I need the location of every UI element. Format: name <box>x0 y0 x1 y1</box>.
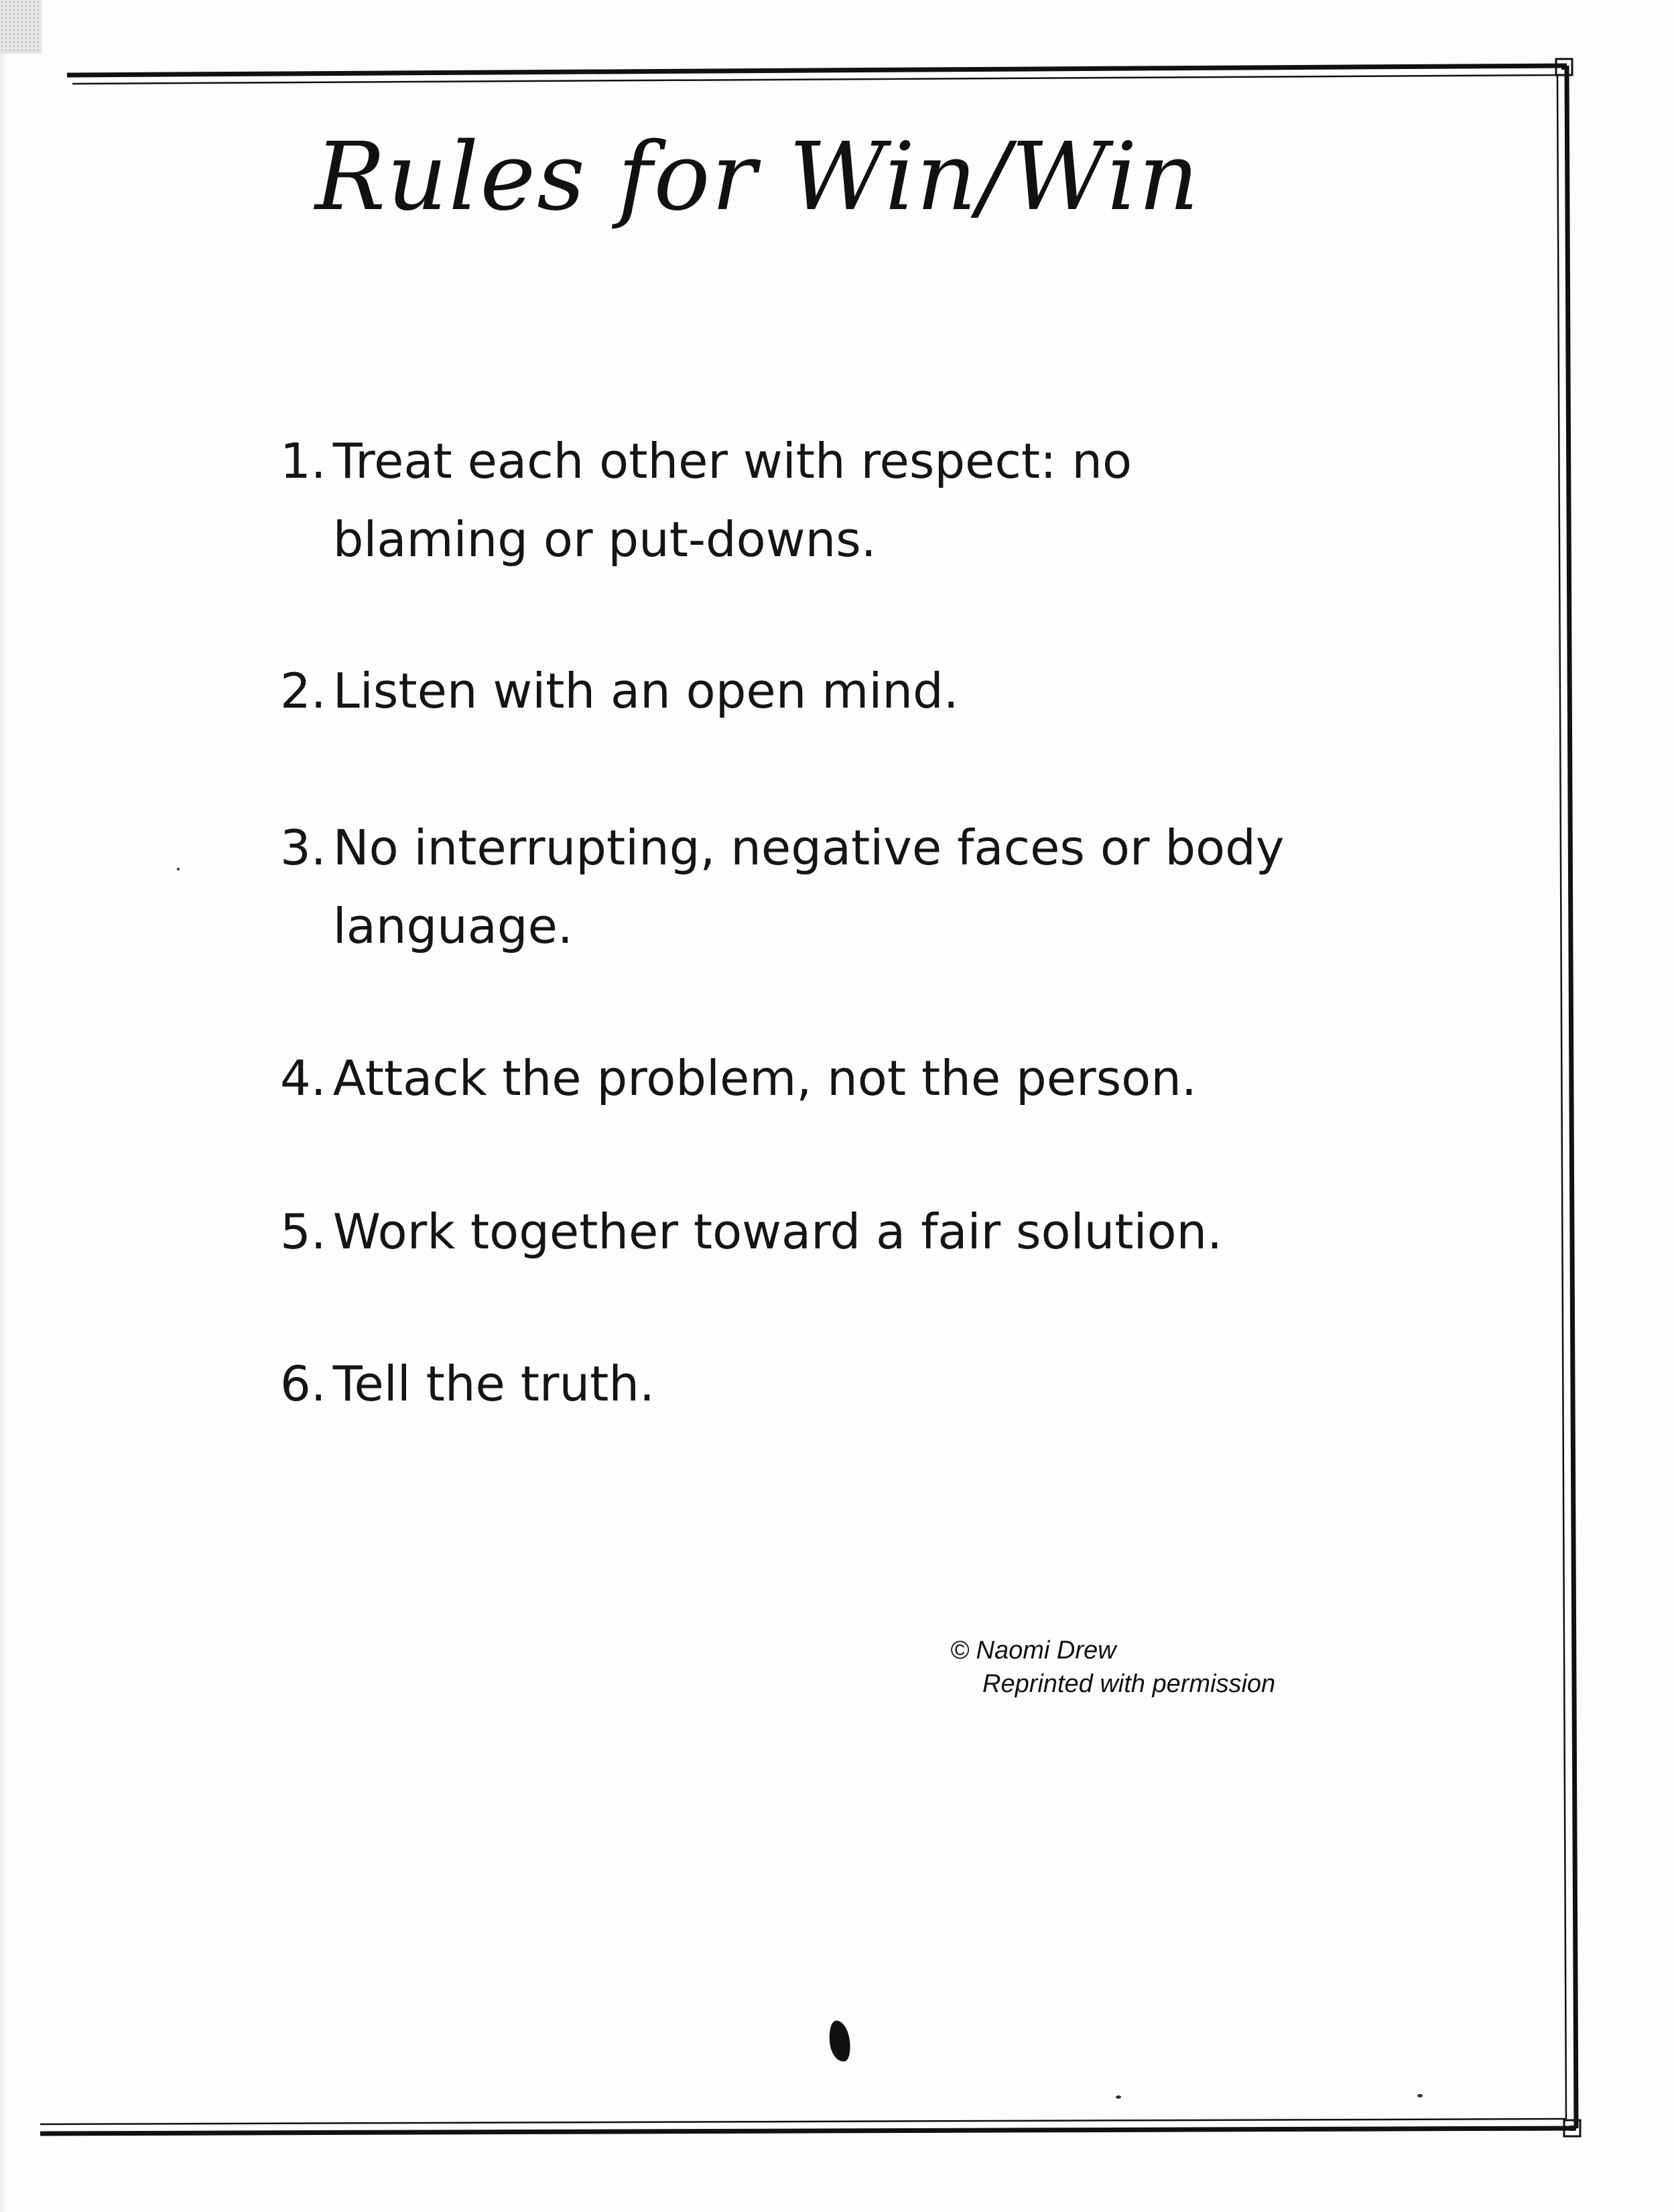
ink-smudge <box>827 2019 852 2063</box>
credit-author: © Naomi Drew <box>950 1636 1116 1665</box>
rule-text: Attack the problem, not the person. <box>332 1050 1197 1106</box>
page-title: Rules for Win/Win <box>315 123 1201 232</box>
rule-item-1 <box>280 422 1326 579</box>
rule-item-6 <box>280 1345 1326 1423</box>
rule-text: No interrupting, negative faces or body language. <box>332 820 1285 954</box>
rule-item-3 <box>280 809 1326 966</box>
rule-number: 5. <box>280 1203 326 1260</box>
rule-number: 1. <box>280 433 326 489</box>
rule-number: 6. <box>280 1356 326 1412</box>
scan-dust-dot <box>1116 2095 1121 2099</box>
credit-permission: Reprinted with permission <box>982 1670 1276 1698</box>
rule-item-2 <box>280 652 1326 730</box>
rule-item-4 <box>280 1039 1326 1118</box>
rule-number: 3. <box>280 820 326 876</box>
scan-dust-dot <box>1417 2094 1423 2097</box>
copyright-credit <box>950 1634 1275 1701</box>
scan-speckle-patch <box>0 0 42 54</box>
rules-list <box>280 422 1326 1423</box>
rule-text: Treat each other with respect: no blaming or put-downs. <box>332 433 1132 568</box>
rule-item-5 <box>280 1193 1326 1271</box>
rule-text: Work together toward a fair solution. <box>332 1203 1223 1260</box>
page-edge-shadow <box>0 54 7 2212</box>
rule-number: 4. <box>280 1050 326 1106</box>
rule-text: Tell the truth. <box>332 1356 655 1412</box>
scan-dust-dot <box>177 868 180 870</box>
rule-text: Listen with an open mind. <box>332 663 959 719</box>
rule-number: 2. <box>280 663 326 719</box>
